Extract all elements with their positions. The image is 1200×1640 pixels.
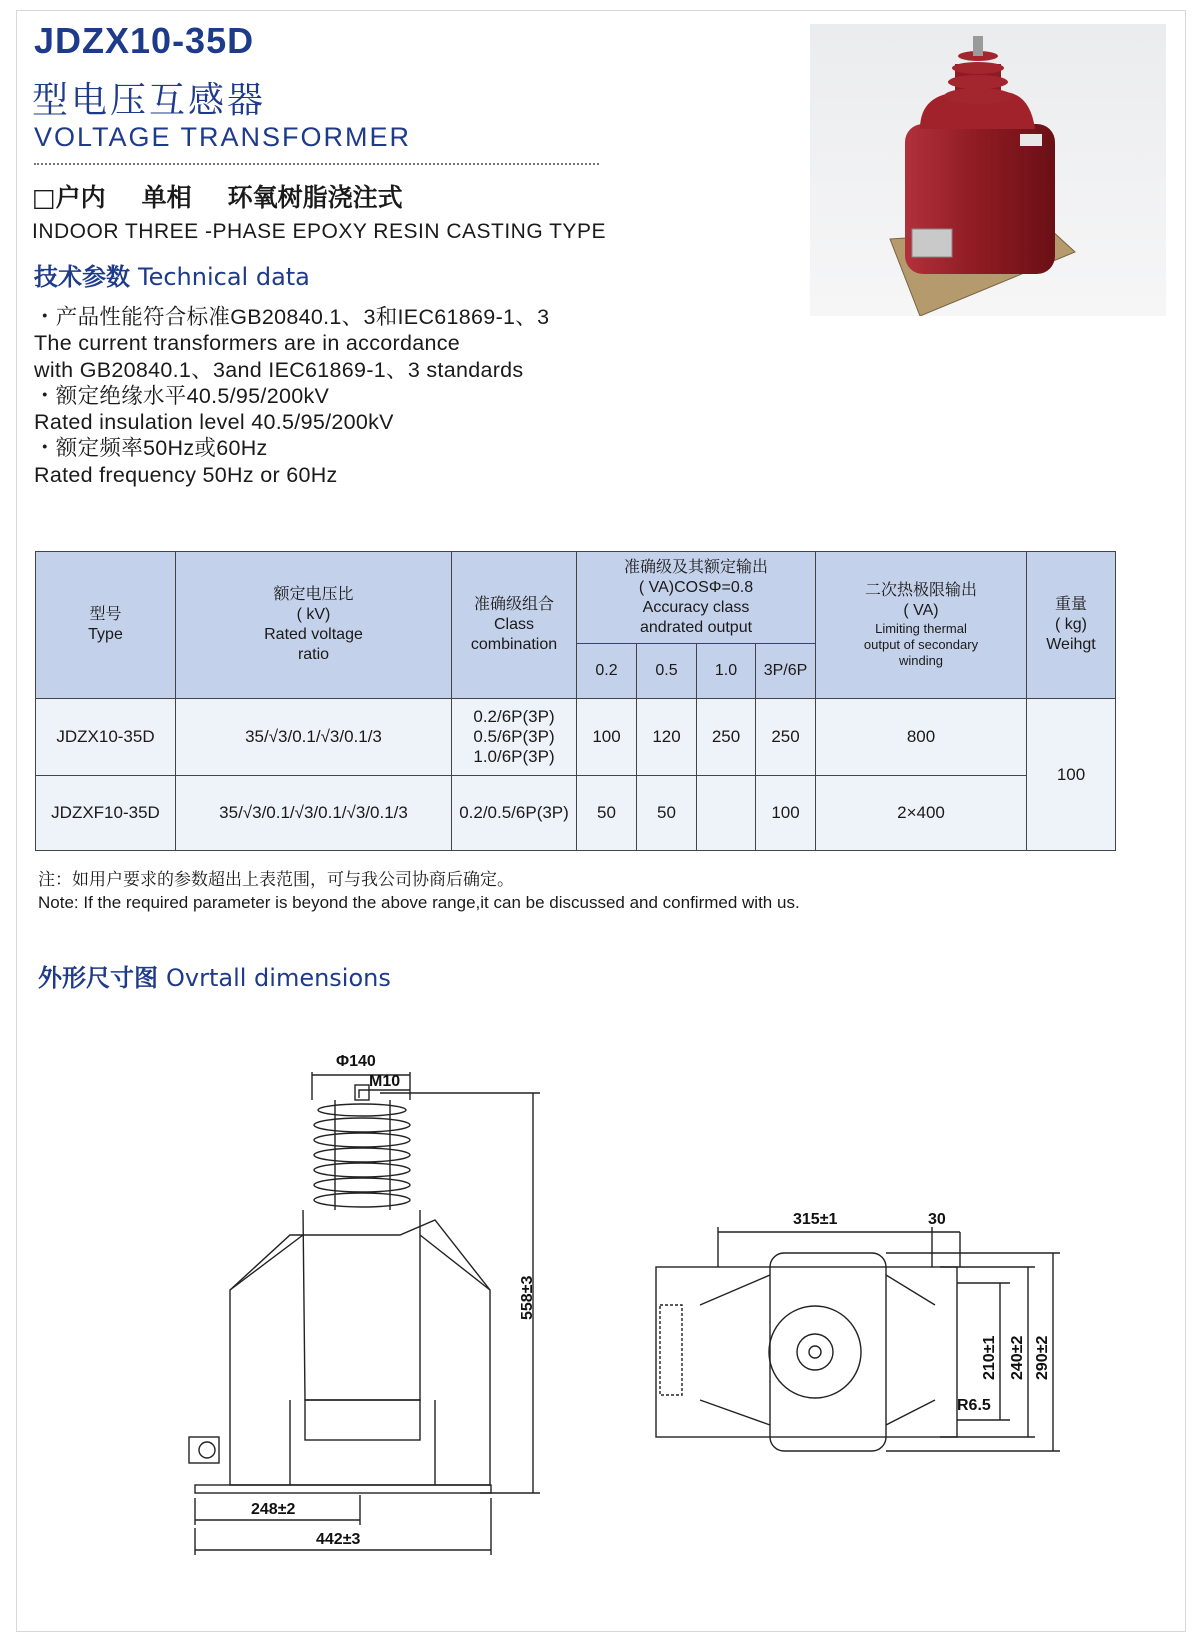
dim-width-442: 442±3 <box>316 1531 361 1548</box>
type-indoor: □户内 <box>32 183 106 212</box>
dim-height-290: 290±2 <box>1034 1335 1051 1380</box>
header-text: Weihgt <box>1046 636 1096 653</box>
top-view <box>656 1227 1060 1451</box>
class-line: 0.2/6P(3P) <box>473 707 555 726</box>
dimensions-heading-cn: 外形尺寸图 <box>38 964 158 992</box>
dim-diameter-140: Φ140 <box>336 1053 376 1070</box>
header-text: 准确级及其额定输出 <box>623 558 768 576</box>
cell-output-3p6p: 100 <box>756 776 816 851</box>
front-view <box>189 1072 540 1555</box>
cell-thermal: 2×400 <box>816 776 1027 851</box>
dim-height-240: 240±2 <box>1009 1335 1026 1380</box>
header-text: 型号 <box>89 606 122 623</box>
dim-height-210: 210±1 <box>981 1335 998 1380</box>
header-text: Class <box>493 616 534 633</box>
spec-line: ・额定频率50Hz或60Hz <box>34 436 268 461</box>
dim-radius-6.5: R6.5 <box>957 1397 991 1414</box>
spec-line: with GB20840.1、3and IEC61869-1、3 standards <box>34 357 524 382</box>
spec-line: ・产品性能符合标准GB20840.1、3和IEC61869-1、3 <box>34 305 550 329</box>
cell-output-3p6p: 250 <box>756 699 816 776</box>
cell-output-0.5: 50 <box>637 776 697 851</box>
type-line-english: INDOOR THREE -PHASE EPOXY RESIN CASTING TYPE <box>32 220 606 243</box>
header-text: ( kV) <box>296 606 331 623</box>
header-text: 准确级组合 <box>473 596 554 613</box>
header-text: 重量 <box>1054 596 1087 613</box>
header-text: Accuracy class <box>642 598 750 616</box>
header-text: combination <box>470 636 558 653</box>
class-line: 0.5/6P(3P) <box>473 727 555 746</box>
dim-width-248: 248±2 <box>251 1501 296 1518</box>
dim-width-315: 315±1 <box>793 1211 838 1228</box>
header-output-0.2: 0.2 <box>577 644 637 699</box>
title-english: VOLTAGE TRANSFORMER <box>34 122 412 152</box>
model-title: JDZX10-35D <box>34 20 255 61</box>
header-text: output of secondary <box>863 637 979 652</box>
header-text: ( VA)COSΦ=0.8 <box>638 578 754 596</box>
header-text: ratio <box>297 646 330 663</box>
header-text: Type <box>88 626 123 643</box>
header-text: 额定电压比 <box>273 586 354 603</box>
cell-output-0.2: 50 <box>577 776 637 851</box>
cell-output-0.2: 100 <box>577 699 637 776</box>
type-single-phase: 单相 <box>141 183 192 212</box>
header-text: ( VA) <box>903 602 939 619</box>
header-output-1.0: 1.0 <box>697 644 756 699</box>
header-text: Rated voltage <box>264 626 363 643</box>
cell-weight: 100 <box>1027 699 1116 851</box>
cell-voltage: 35/√3/0.1/√3/0.1/√3/0.1/3 <box>176 776 452 851</box>
insulator-sheds <box>314 1104 410 1207</box>
title-chinese: 型电压互感器 <box>32 80 267 121</box>
header-output-0.5: 0.5 <box>637 644 697 699</box>
spec-line: The current transformers are in accordance <box>34 331 461 356</box>
spec-line: Rated frequency 50Hz or 60Hz <box>34 462 338 487</box>
dimensions-heading-en: Ovrtall dimensions <box>166 964 391 992</box>
header-text: winding <box>898 653 944 668</box>
technical-heading-en: Technical data <box>138 263 310 291</box>
cell-output-1.0: 250 <box>697 699 756 776</box>
cell-thermal: 800 <box>816 699 1027 776</box>
dim-m10: M10 <box>369 1073 401 1090</box>
dim-width-30: 30 <box>928 1211 946 1228</box>
header-output-3p6p: 3P/6P <box>756 644 816 699</box>
note-cn: 注：如用户要求的参数超出上表范围，可与我公司协商后确定。 <box>38 870 514 889</box>
spec-line: ・额定绝缘水平40.5/95/200kV <box>34 383 330 408</box>
header-text: Limiting thermal <box>875 621 967 636</box>
technical-heading-cn: 技术参数 <box>34 263 130 291</box>
cell-voltage: 35/√3/0.1/√3/0.1/3 <box>176 699 452 776</box>
class-line: 1.0/6P(3P) <box>473 747 555 766</box>
header-text: andrated output <box>639 618 753 636</box>
dim-height-558: 558±3 <box>519 1275 536 1320</box>
cell-type: JDZX10-35D <box>36 699 176 776</box>
type-epoxy: 环氧树脂浇注式 <box>227 183 403 212</box>
class-line: 0.2/0.5/6P(3P) <box>459 803 569 822</box>
note-en: Note: If the required parameter is beyond the above range,it can be discussed and confirmed with us. <box>38 893 800 912</box>
header-text: ( kg) <box>1055 616 1087 633</box>
spec-line: Rated insulation level 40.5/95/200kV <box>34 410 394 435</box>
cell-output-0.5: 120 <box>637 699 697 776</box>
cell-type: JDZXF10-35D <box>36 776 176 851</box>
header-text: 二次热极限输出 <box>864 582 977 599</box>
